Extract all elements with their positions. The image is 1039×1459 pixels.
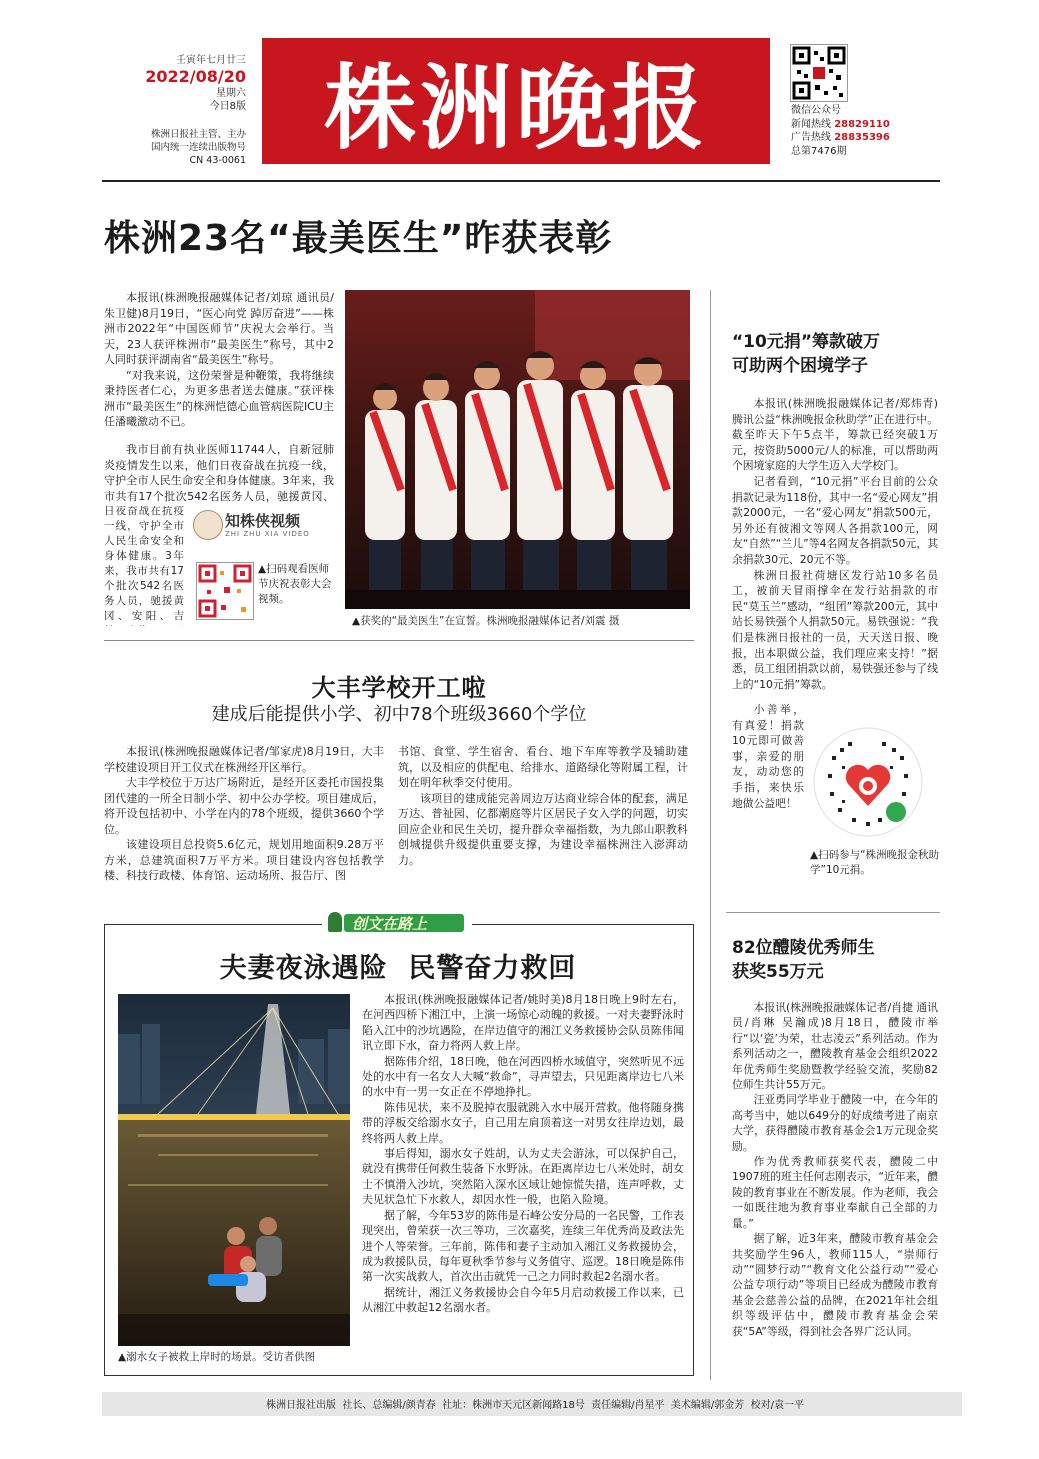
- creative-banner: [322, 910, 472, 936]
- teachers-paragraph-1: 本报讯(株洲晚报融媒体记者/肖捷 通讯员/肖琳 吴瀚成)8月18日，醴陵市举行“以‘瓷’为荣，壮志凌云”系列活动。作为系列活动之一，醴陵教育基金会组织2022年优秀师生奖励暨教学经验交流，奖励82位师生共计55万元。: [732, 1001, 938, 1092]
- wechat-label: 微信公众号: [791, 105, 841, 116]
- video-brand-sub: ZHI ZHU XIA VIDEO: [225, 530, 310, 538]
- teachers-paragraph-3: 作为优秀教师获奖代表，醴陵二中1907班的班主任何志刚表示，“近年来，醴陵的教育事业在不断发展。作为老师，我会一如既往地为教育事业奉献自己全部的力量。”: [732, 1155, 938, 1230]
- sponsor-line2: 国内统一连续出版物号: [150, 142, 246, 153]
- rescue-paragraph-6: 据统计，湘江义务救援协会自今年5月启动救援工作以来，已从湘江中救起12名溺水者。: [362, 1285, 684, 1315]
- lead-paragraph-2: “对我来说，这份荣誉是种鞭策，我将继续秉持医者仁心，为更多患者送去健康。”获评株洲市“最美医生”的株洲恺德心血管病医院ICU主任潘曦激动不已。: [104, 368, 334, 428]
- header-info: [120, 54, 246, 113]
- issue-number: 总第7476期: [791, 145, 847, 157]
- rescue-photo-caption: ▲溺水女子被救上岸时的场景。受访者供图: [118, 1351, 316, 1363]
- school-paragraph-4: 书馆、食堂、学生宿舍、看台、地下车库等教学及辅助建筑，以及相应的供配电、给排水、道路绿化等附属工程，计划在明年秋季交付使用。: [398, 745, 688, 789]
- school-top-rule: [104, 640, 694, 641]
- lead-paragraph-3-tail: [104, 506, 184, 626]
- lead-body-cont: [104, 442, 334, 504]
- right-column-divider: [710, 290, 711, 1380]
- video-brand-block: [193, 508, 343, 544]
- video-logo-icon: [193, 510, 223, 540]
- teachers-headline: [732, 936, 942, 984]
- rescue-paragraph-1: 本报讯(株洲晚报融媒体记者/姚时美)8月18日晚上9时左右，在河西四桥下湘江中，上演一场惊心动魄的救援。一对夫妻野泳时陷入江中的沙坑遇险，在岸边值守的湘江义务救援协会队员陈伟闻讯立即下水，奋力将两人救上岸。: [362, 993, 684, 1053]
- right-column-rule: [726, 912, 940, 913]
- donation-paragraph-3: 株洲日报社荷塘区发行站10多名员工，被前天冒雨撑伞在发行站捐款的市民“莫玉兰”感动，“组团”筹款200元，其中站长易铁强个人捐款50元。易铁强说：“我们是株洲日报社的一员，天天送日报、晚报，出本职做公益，我们理应来支持！”据悉，员工组团捐款以前，易铁强还参与了线上的“10元捐”筹款。: [732, 568, 938, 691]
- lead-paragraph-1: 本报讯(株洲晚报融媒体记者/刘琼 通讯员/朱卫健)8月19日，“医心向党 踔厉奋进”——株洲市2022年“中国医师节”庆祝大会举行。当天，23人获评株洲市“最美医生”称号，其中2人同时获评湖南省“最美医生”称号。: [104, 291, 334, 366]
- donation-body: [732, 396, 938, 702]
- school-paragraph-1: 本报讯(株洲晚报融媒体记者/邹家虎)8月19日，大丰学校建设项目开工仪式在株洲经开区举行。: [104, 745, 384, 774]
- rescue-body: [362, 992, 684, 1316]
- issue-date: 2022/08/20: [145, 67, 246, 86]
- lunar-date: 壬寅年七月廿三: [176, 55, 246, 66]
- donation-headline: [732, 330, 942, 378]
- lead-paragraph-3-top: 我市目前有执业医师11744人，自新冠肺炎疫情发生以来，他们日夜奋战在抗疫一线，守护全市人民生命安全和身体健康。3年来，我市共有17个批次542名医务人员，驰援黄冈、: [104, 443, 334, 503]
- news-hotline-row: [791, 118, 911, 132]
- ad-hotline-label: 广告热线: [791, 132, 831, 143]
- donation-body-narrow: [732, 702, 804, 811]
- ad-hotline: 28835396: [834, 132, 890, 143]
- donation-qr-caption: ▲扫码参与“株洲晚报金秋助学”10元捐。: [810, 849, 940, 876]
- lead-paragraph-3-continued: 日夜奋战在抗疫一线，守护全市人民生命安全和身体健康。3年来，我市共有17个批次542名医务人员，驰援黄冈、安阳、吉: [104, 506, 184, 622]
- school-headline: 大丰学校开工啦: [311, 674, 487, 702]
- cn-number: CN 43-0061: [189, 155, 246, 166]
- donation-headline-line2: 可助两个困境学子: [732, 356, 868, 376]
- school-subhead: 建成后能提供小学、初中78个班级3660个学位: [211, 704, 587, 725]
- school-paragraph-2: 大丰学校位于万达广场附近，是经开区委托市国投集团代建的一所全日制小学、初中公办学校。项目建成后，将开设包括初中、小学在内的78个班级，提供3660个学位。: [104, 776, 384, 836]
- lead-headline: 株洲23名“最美医生”昨获表彰: [104, 218, 613, 259]
- lead-body: [104, 290, 334, 430]
- masthead-divider: [102, 180, 940, 182]
- video-brand-name: 知株侠视频: [225, 512, 301, 530]
- donation-paragraph-1: 本报讯(株洲晚报融媒体记者/郑炜青)腾讯公益“株洲晚报金秋助学”正在进行中。截至昨天下午5点半，筹款已经突破1万元，按资助5000元/人的标准，可以帮助两个困境家庭的大学生迈入大学校门。: [732, 397, 938, 473]
- donation-headline-line1: “10元捐”筹款破万: [732, 332, 881, 352]
- teachers-paragraph-2: 汪亚勇同学毕业于醴陵一中，在今年的高考当中，她以649分的好成绩考进了南京大学，获得醴陵市教育基金会1万元现金奖励。: [732, 1093, 938, 1153]
- ad-hotline-row: [791, 131, 911, 145]
- donation-paragraph-2: 记者看到，“10元捐”平台目前的公众捐款记录为118份，其中一名“爱心网友”捐款2000元，一名“爱心网友”捐款500元，另外还有彼湘文等网人各捐款100元，网友“自然”“兰儿”等4名网友各捐款50元，其余捐款30元、20元不等。: [732, 474, 938, 566]
- creative-banner-text: 创文在路上: [352, 915, 428, 933]
- doctors-oath-photo: [345, 290, 690, 609]
- rescue-paragraph-3: 陈伟见状，来不及脱掉衣服就跳入水中展开营救。他将随身携带的浮板交给溺水女子，自己用左肩顶着这一对男女往岸边划，最终将两人救上岸。: [362, 1100, 684, 1145]
- teachers-body: [732, 1000, 938, 1339]
- wechat-qr-icon: [790, 44, 848, 102]
- school-paragraph-3: 该建设项目总投资5.6亿元，规划用地面积9.28万平方米，总建筑面积7万平方米。项目建设内容包括教学楼、科技行政楼、体育馆、运动场所、报告厅、图: [104, 838, 384, 882]
- sponsor-line1: 株洲日报社主管、主办: [150, 129, 246, 140]
- video-scan-text: ▲扫码观看医师节庆祝表彰大会视频。: [258, 563, 332, 605]
- rescue-paragraph-2: 据陈伟介绍，18日晚，他在河西四桥水域值守，突然听见不远处的水中有一名女人大喊“救命”，寻声望去，只见距离岸边七八米的水中有一男一女正在不停地挣扎。: [362, 1054, 684, 1099]
- newspaper-title-text: 株洲晚报: [323, 54, 708, 162]
- donation-paragraph-4: 小善举，有真爱！捐款10元即可做善事，亲爱的朋友，动动您的手指，来快乐地做公益吧！: [732, 703, 804, 810]
- hotline-block: [791, 104, 911, 158]
- weekday: 星期六: [216, 88, 246, 99]
- banner-figure-icon: [328, 912, 342, 932]
- rescue-photo: [118, 994, 350, 1346]
- doctors-photo-caption: ▲获奖的“最美医生”在宣誓。株洲晚报融媒体记者/刘震 摄: [352, 615, 620, 627]
- teachers-paragraph-4: 据了解，近3年来，醴陵市教育基金会共奖励学生96人，教师115人，“崇师行动”“圆梦行动”“教育文化公益行动”“爱心公益专项行动”等项目已经成为醴陵市教育基金会慈善公益的品牌，在2021年社会组织等级评估中，醴陵市教育基金会荣获“5A”等级，得到社会各界广泛认同。: [732, 1232, 938, 1338]
- newspaper-title: [262, 38, 770, 164]
- rescue-headline: 夫妻夜泳遇险 民警奋力救回: [219, 953, 577, 984]
- school-col-1: [104, 744, 384, 884]
- lead-body-narrow: [104, 506, 184, 626]
- donation-qr-code-icon[interactable]: [812, 726, 924, 838]
- school-col-2: [398, 744, 688, 868]
- rescue-paragraph-4: 事后得知，溺水女子姓胡，认为丈夫会游泳，可以保护自己，就没有携带任何救生装备下水野泳。在距离岸边七八米处时，胡女士不慎滑入沙坑，突然陷入深水区域让她惊慌失措，连声呼救，丈夫见状急忙下水救人，却因水性一般，也陷入险境。: [362, 1147, 684, 1207]
- footer-text: 株洲日报社出版 社长、总编辑/颜青春 社址：株洲市天元区新闻路18号 责任编辑/肖星平 美术编辑/郭金芳 校对/袁一平: [266, 1400, 804, 1411]
- school-paragraph-5: 该项目的建成能完善周边万达商业综合体的配套，满足万达、普祉园、亿都潮庭等片区居民子女入学的问题，切实回应企业和民生关切，提升群众幸福指数，为九郎山职教科创城提供升级提供重要支撑，为建设幸福株洲注入澎湃动力。: [398, 791, 688, 867]
- news-hotline-label: 新闻热线: [791, 118, 831, 130]
- rescue-paragraph-5: 据了解，今年53岁的陈伟是石峰公安分局的一名民警，工作表现突出，曾荣获一次三等功，三次嘉奖，连续三年优秀尚及政法先进个人等荣誉。三年前，陈伟和妻子主动加入湘江义务救援协会，成为救援队员，每年夏秋季节参与义务值守、巡逻。18日晚是陈伟第一次实战救人，首次出击就凭一己之力同时救起2名溺水者。: [362, 1208, 684, 1284]
- teachers-headline-line1: 82位醴陵优秀师生: [732, 938, 875, 958]
- teachers-headline-line2: 获奖55万元: [732, 962, 824, 982]
- news-hotline: 28829110: [834, 118, 890, 130]
- video-qr-code-icon[interactable]: [196, 562, 254, 620]
- edition-count: 今日8版: [209, 101, 246, 112]
- sponsor-info: [120, 128, 246, 167]
